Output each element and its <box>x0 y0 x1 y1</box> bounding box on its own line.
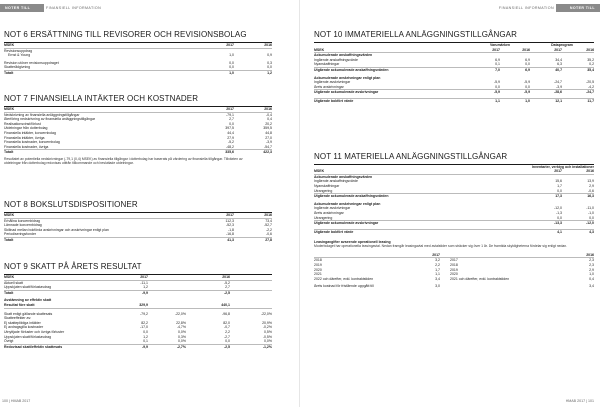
column-header: 2016 <box>234 213 272 218</box>
cell: Periodiseringsfonder <box>4 232 37 237</box>
cell: 2017 <box>450 258 458 263</box>
cell: -3,9 <box>265 140 272 145</box>
block-title: Ackumulerade avskrivningar enligt plan <box>314 201 381 206</box>
page-footer: HMAB 2017 | 101 <box>565 399 594 403</box>
cell: 0,0 <box>267 65 272 70</box>
cell: 2,9 <box>589 267 594 272</box>
cell: 0,9 <box>267 53 272 58</box>
cell: 6,9 <box>495 57 500 62</box>
column-header: 2017 <box>470 48 500 53</box>
lease-table <box>314 253 594 289</box>
cell: 11,7 <box>562 98 594 103</box>
column-header: 2017 <box>194 43 234 48</box>
column-header: 2017 <box>400 253 440 258</box>
column-group-header: Dataprogram <box>551 43 573 47</box>
cell: Utgående ackumulerade anskaffningsvärden <box>314 67 470 72</box>
cell: Utgående bokfört värde <box>314 229 530 234</box>
cell: 1,0 <box>194 70 234 75</box>
cell: 2020 <box>314 267 322 272</box>
header-title: FINANSIELL INFORMATION <box>498 6 554 10</box>
cell: -5,2 <box>227 140 234 145</box>
cell: -48,2 <box>226 144 234 149</box>
note-9-table <box>4 275 272 349</box>
column-header: MSEK <box>4 275 108 280</box>
table-row <box>314 284 594 289</box>
cell: 422,3 <box>234 150 272 155</box>
cell: 0,0 <box>225 339 230 344</box>
cell: -12,0 <box>554 206 562 211</box>
cell: Årets avskrivningar <box>314 210 344 215</box>
cell: 2020 <box>450 272 458 277</box>
cell: -9,9 <box>108 344 148 349</box>
cell: -0,4 <box>265 112 272 117</box>
cell: Redovisad skatt/effektiv skattesats <box>4 344 108 349</box>
cell: 6,3 <box>557 62 563 67</box>
cell: 0,0 <box>495 84 500 89</box>
cell: 335,6 <box>194 150 234 155</box>
cell: 0,0 <box>557 215 562 220</box>
cell: 2,2 <box>225 329 230 334</box>
cell: 0,1 <box>495 62 500 67</box>
cell: 13,9 <box>587 179 594 184</box>
cell: Aktuell skatt <box>4 280 23 285</box>
cell: Årets kostnad för fristående uppgått till <box>314 284 374 289</box>
column-group-header: Inventarier, verktyg och installationer <box>531 165 594 169</box>
cell: 112,3 <box>225 218 234 223</box>
cell: 3,4 <box>435 276 440 281</box>
cell: Finansiella kostnader, koncernbolag <box>4 140 60 145</box>
cell: 2021 <box>314 272 322 277</box>
cell: Utgående bokfört värde <box>314 98 470 103</box>
cell: -3,9 <box>555 84 563 89</box>
cell: Nyanskaffningar <box>314 183 340 188</box>
cell: -11,1 <box>140 280 148 285</box>
note-7 <box>4 94 272 166</box>
cell: 34,4 <box>555 57 563 62</box>
cell: 16,3 <box>562 194 594 199</box>
cell: 1,2 <box>234 70 272 75</box>
cell: 2,3 <box>589 262 594 267</box>
cell: -5,9 <box>500 90 530 95</box>
cell: 12,1 <box>530 98 562 103</box>
cell: -1,8 <box>227 227 234 232</box>
cell: -5,9 <box>523 80 531 85</box>
cell: Revision utöver revisionsuppdraget <box>4 60 59 65</box>
cell: -2,5 <box>186 344 230 349</box>
column-group-header: Varumärken <box>489 43 511 47</box>
cell: -11,0 <box>586 206 594 211</box>
cell: Skatteeffekter av: <box>4 316 32 321</box>
cell: Revisionsuppdrag <box>4 48 33 53</box>
cell: 4,1 <box>530 229 562 234</box>
cell: 0,5% <box>264 329 272 334</box>
cell: 2,7 <box>229 117 234 122</box>
cell: -5,9 <box>470 90 500 95</box>
table-total-row <box>4 237 272 242</box>
cell: -13,3 <box>530 221 562 226</box>
cell: 1,2 <box>143 334 148 339</box>
cell: Utgående ackumulerade anskaffningsvärden <box>314 194 530 199</box>
note-8-title: NOT 8 BOKSLUTSDISPOSITIONER <box>4 200 138 209</box>
note-10-title: NOT 10 IMMATERIELLA ANLÄGGNINGSTILLGÅNGAR <box>314 30 517 39</box>
table-total-row <box>4 150 272 155</box>
table-total-row <box>4 70 272 75</box>
section-tag: NOTER TILL AVSNITT <box>0 4 44 12</box>
column-header: MSEK <box>4 43 194 48</box>
cell: Totalt <box>4 70 194 75</box>
cell: 40,7 <box>530 67 562 72</box>
cell: 27,0 <box>265 135 272 140</box>
cell: Ingående anskaffningsvärde <box>314 179 358 184</box>
cell: -5,2 <box>223 280 230 285</box>
cell: Uppskjuten skatt/förlustavdrag <box>4 334 52 339</box>
column-header: 329,9 <box>108 303 148 308</box>
cell: Totalt <box>4 150 194 155</box>
lease-title: Leasingavgifter avseende operationell leasing <box>314 240 391 245</box>
cell: 0,4 <box>267 117 272 122</box>
cell: -5,9 <box>493 80 500 85</box>
note-11 <box>314 152 594 289</box>
cell: -0,6 <box>265 232 272 237</box>
cell: 22,8% <box>176 320 186 325</box>
cell: 15,6 <box>555 179 562 184</box>
cell: 0,0 <box>557 188 562 193</box>
cell: 0,2 <box>589 62 595 67</box>
column-header: 2017 <box>194 107 234 112</box>
cell: 0,0 <box>143 329 148 334</box>
cell: 0,0 <box>525 84 531 89</box>
cell: 2,2 <box>435 262 440 267</box>
cell: 0,3% <box>178 334 186 339</box>
cell: Årets avskrivningar <box>314 84 344 89</box>
right-page-header <box>300 0 600 16</box>
cell: 1,0 <box>500 98 530 103</box>
cell: 0,0 <box>229 121 234 126</box>
column-header: MSEK <box>314 169 530 174</box>
cell: 1,0 <box>589 272 594 277</box>
column-header: MSEK <box>314 48 470 53</box>
note-9 <box>4 262 272 349</box>
cell: 2019 <box>314 262 322 267</box>
cell: 2019 <box>450 267 458 272</box>
cell: 27,8 <box>234 237 272 242</box>
cell: 82,2 <box>141 320 148 325</box>
cell: Ingående avskrivningar <box>314 206 351 211</box>
column-header: 2016 <box>234 43 272 48</box>
cell: -22,0% <box>260 311 272 316</box>
cell: -0,5% <box>262 334 272 339</box>
cell: -96,8 <box>222 311 230 316</box>
cell: -52,3 <box>226 223 234 228</box>
cell: 3,0 <box>435 284 440 289</box>
cell: -0,2% <box>262 325 272 330</box>
cell: 2,9 <box>589 183 594 188</box>
cell: 0,0% <box>178 329 186 334</box>
table-total-row <box>4 344 272 349</box>
column-header: 2016 <box>500 48 530 53</box>
cell: -2,5 <box>186 290 230 295</box>
table-total-row <box>314 98 594 103</box>
cell: Ingående anskaffningsvärde <box>314 57 358 62</box>
cell: -9,9 <box>108 290 148 295</box>
cell: 20,9% <box>262 320 272 325</box>
cell: Lämnade koncernbidrag <box>4 223 42 228</box>
cell: -54,7 <box>264 144 272 149</box>
left-page-header <box>0 0 300 16</box>
column-header: 2017 <box>108 275 148 280</box>
cell: -1,0 <box>587 210 594 215</box>
cell: 35,2 <box>587 57 595 62</box>
cell: Realisationsvinst/förlust <box>4 121 41 126</box>
cell: 0,0% <box>178 339 186 344</box>
cell: 1,0 <box>229 53 234 58</box>
cell: Återföring nedskrivning av finansiella anläggningstillgångar <box>4 117 96 122</box>
cell: 1,1 <box>435 272 440 277</box>
cell: 359,5 <box>263 126 272 131</box>
cell: 0,0 <box>229 60 234 65</box>
cell: -28,6 <box>530 90 562 95</box>
cell: -4,7% <box>176 325 186 330</box>
page-footer: 100 | HMAB 2017 <box>2 399 31 403</box>
cell: -2,2 <box>265 227 272 232</box>
cell: Utrangering <box>314 188 333 193</box>
cell: Nedskrivning av finansiella anläggningstillgångar <box>4 112 80 117</box>
note-7-table <box>4 107 272 155</box>
cell: -0,7 <box>223 325 230 330</box>
cell: 35,4 <box>562 67 594 72</box>
column-header: 440,1 <box>186 303 230 308</box>
cell: -12,0 <box>562 221 594 226</box>
cell: Utnyttjade förluster och övriga förluster <box>4 329 65 334</box>
cell: 1,1 <box>470 98 500 103</box>
column-header: Resultat före skatt <box>4 303 108 308</box>
cell: 82,0 <box>223 320 230 325</box>
cell: 27,9 <box>227 135 234 140</box>
header-title: FINANSIELL INFORMATION <box>46 6 102 10</box>
cell: 0,3 <box>267 60 272 65</box>
note-6-title: NOT 6 ERSÄTTNING TILL REVISORER OCH REVISIONSBOLAG <box>4 30 247 39</box>
section-tag: NOTER TILL AVSNITT <box>556 4 600 12</box>
cell: 2022 och därefter, exkl. kontraktstiden <box>314 276 374 281</box>
column-header: MSEK <box>4 213 194 218</box>
cell: -20,5 <box>586 80 595 85</box>
cell: Nyanskaffningar <box>314 62 340 67</box>
table-total-row <box>314 229 594 234</box>
cell: -1,3 <box>555 210 562 215</box>
note-6 <box>4 30 272 76</box>
cell: -79,1 <box>226 112 234 117</box>
note-10 <box>314 30 594 104</box>
note-10-table <box>314 43 594 104</box>
column-header: 2016 <box>550 253 594 258</box>
column-header: 2016 <box>186 275 230 280</box>
block-title: Ackumulerade avskrivningar enligt plan <box>314 75 381 80</box>
cell: Finansiella kostnader, övriga <box>4 144 49 149</box>
cell: Övrigt <box>4 339 14 344</box>
cell: 44,8 <box>265 130 272 135</box>
cell: 1,2 <box>143 285 148 290</box>
cell: Ej avdragsgilla kostnader <box>4 325 44 330</box>
cell: 1,7 <box>435 267 440 272</box>
column-header: MSEK <box>4 107 194 112</box>
cell: -1,2% <box>230 344 272 349</box>
note-7-footnote: Resultatet av potentiella nedskrivningar (-79,1 (0,4) MSEK) av finansiella tillgångar i dotterbolag har baserats på värdering av finansiella tillgångar. Tillväxten av utdelningar från dotterbolag redovisas utifrån tillkommande och besluttade utdelningar. <box>4 156 243 166</box>
lease-text: Moderbolaget har operationella leasingavtal. Nedan framgår leasingavtal med avtalstider som sträcker sig över 1 år. De framtida skyldigheterna fördelar sig enligt nedan. <box>314 244 568 249</box>
note-9-title: NOT 9 SKATT PÅ ÅRETS RESULTAT <box>4 262 142 271</box>
cell: 1,7 <box>557 183 562 188</box>
cell: 0,0 <box>229 65 234 70</box>
cell: Totalt <box>4 290 108 295</box>
cell: Utdelningar från dotterbolag <box>4 126 48 131</box>
cell: 2,7 <box>225 285 230 290</box>
cell: 6,9 <box>525 57 531 62</box>
cell: Finansiella intäkter, övriga <box>4 135 45 140</box>
cell: 41,3 <box>194 237 234 242</box>
cell: Skatt enligt gällande skattesats <box>4 311 53 316</box>
cell: -24,7 <box>562 90 594 95</box>
note-8-table <box>4 213 272 243</box>
column-header: 2016 <box>234 107 272 112</box>
cell: 2021 och därefter, exkl. kontraktstiden <box>450 276 510 281</box>
cell: 0,0% <box>264 339 272 344</box>
cell: -16,8 <box>226 232 234 237</box>
cell: 6,9 <box>500 67 530 72</box>
cell: Ingående avskrivningar <box>314 80 351 85</box>
cell <box>440 284 550 289</box>
cell: Uppskjuten skatt/förlustavdrag <box>4 285 52 290</box>
note-11-table <box>314 165 594 234</box>
cell: 20,2 <box>265 121 272 126</box>
cell: 44,4 <box>227 130 234 135</box>
cell: 2018 <box>314 258 322 263</box>
cell: -52,7 <box>264 223 272 228</box>
column-header: 2017 <box>530 169 562 174</box>
cell: -79,2 <box>140 311 148 316</box>
block-title: Ackumulerade anskaffningsvärden <box>314 53 373 58</box>
note-6-table <box>4 43 272 76</box>
cell: -24,7 <box>554 80 563 85</box>
cell: -2,7% <box>148 344 186 349</box>
cell: -2,7 <box>223 334 230 339</box>
cell: 7,0 <box>470 67 500 72</box>
cell: Totalt <box>4 237 194 242</box>
cell: 3,2 <box>435 258 440 263</box>
column-header: 2016 <box>562 169 594 174</box>
cell: Skatterådgivning <box>4 65 31 70</box>
cell: Erhållna koncernbidrag <box>4 218 40 223</box>
cell: Ej skattepliktiga intäkter <box>4 320 41 325</box>
note-7-title: NOT 7 FINANSIELLA INTÄKTER OCH KOSTNADER <box>4 94 199 103</box>
cell: Finansiella intäkter, koncernbolag <box>4 130 56 135</box>
cell: 2018 <box>450 262 458 267</box>
cell: 397,5 <box>225 126 234 131</box>
cell: Utrangering <box>314 215 333 220</box>
right-page <box>300 0 600 407</box>
cell: Skillnad mellan bokförda avskrivningar och avskrivningar enligt plan <box>4 227 109 232</box>
cell: 4,3 <box>562 229 594 234</box>
cell: 0,0 <box>525 62 531 67</box>
block-title: Ackumulerade anskaffningsvärden <box>314 174 373 179</box>
column-header: 2016 <box>562 48 594 53</box>
cell: 0,4 <box>589 276 594 281</box>
cell: 0,0 <box>589 215 594 220</box>
cell: Utgående ackumulerade avskrivningar <box>314 221 530 226</box>
cell: 17,3 <box>530 194 562 199</box>
cell: 3,4 <box>589 284 594 289</box>
note-8 <box>4 200 272 243</box>
recon-title: Avstämning av effektiv skatt <box>4 298 52 303</box>
cell: 73,4 <box>265 218 272 223</box>
cell: Utgående ackumulerade avskrivningar <box>314 90 470 95</box>
cell: Ernst & Young <box>8 53 31 58</box>
cell: -0,6 <box>587 188 594 193</box>
cell: -17,0 <box>140 325 148 330</box>
column-header: 2017 <box>530 48 562 53</box>
column-header: 2017 <box>194 213 234 218</box>
note-11-title: NOT 11 MATERIELLA ANLÄGGNINGSTILLGÅNGAR <box>314 152 508 161</box>
cell: 0,1 <box>143 339 148 344</box>
cell: 2,3 <box>589 258 594 263</box>
cell: -4,2 <box>588 84 595 89</box>
cell: -22,0% <box>174 311 186 316</box>
